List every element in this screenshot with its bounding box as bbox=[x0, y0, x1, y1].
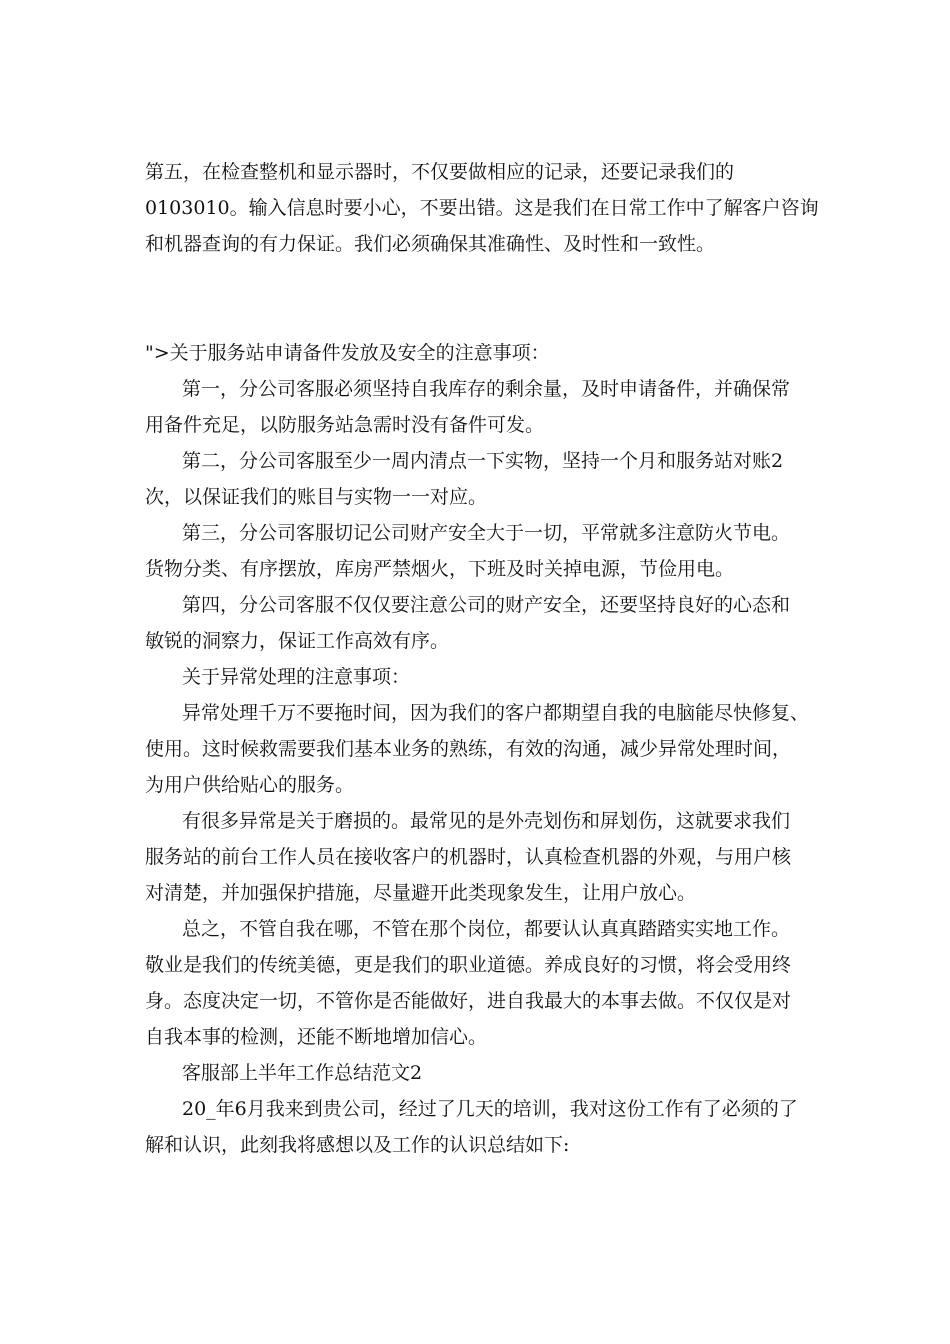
text-line: 0103010。输入信息时要小心，不要出错。这是我们在日常工作中了解客户咨询 bbox=[145, 197, 819, 219]
text-line: 第一，分公司客服必须坚持自我库存的剩余量，及时申请备件，并确保常 bbox=[182, 378, 791, 400]
text-line: 用备件充足，以防服务站急需时没有备件可发。 bbox=[145, 414, 545, 436]
text-line: 第二，分公司客服至少一周内清点一下实物，坚持一个月和服务站对账2 bbox=[182, 450, 784, 472]
text-line: 次，以保证我们的账目与实物一一对应。 bbox=[145, 486, 488, 508]
section-heading: 客服部上半年工作总结范文2 bbox=[182, 1062, 423, 1084]
section-heading: ">关于服务站申请备件发放及安全的注意事项： bbox=[145, 342, 550, 364]
text-line: 有很多异常是关于磨损的。最常见的是外壳划伤和屏划伤，这就要求我们 bbox=[182, 810, 791, 832]
text-line: 使用。这时候救需要我们基本业务的熟练，有效的沟通，减少异常处理时间， bbox=[145, 738, 792, 760]
intro-paragraph bbox=[145, 154, 825, 262]
text-line: 20_年6月我来到贵公司，经过了几天的培训，我对这份工作有了必须的了 bbox=[182, 1098, 798, 1120]
text-line: 货物分类、有序摆放，库房严禁烟火，下班及时关掉电源，节俭用电。 bbox=[145, 558, 735, 580]
text-line: 对清楚，并加强保护措施，尽量避开此类现象发生，让用户放心。 bbox=[145, 882, 697, 904]
text-line: 总之，不管自我在哪，不管在那个岗位，都要认认真真踏踏实实地工作。 bbox=[182, 918, 791, 940]
text-line: 服务站的前台工作人员在接收客户的机器时，认真检查机器的外观，与用户核 bbox=[145, 846, 792, 868]
text-line: 解和认识，此刻我将感想以及工作的认识总结如下: bbox=[145, 1134, 570, 1156]
section-heading: 关于异常处理的注意事项： bbox=[182, 666, 411, 688]
text-line: 第五，在检查整机和显示器时，不仅要做相应的记录，还要记录我们的 bbox=[145, 161, 735, 183]
text-line: 和机器查询的有力保证。我们必须确保其准确性、及时性和一致性。 bbox=[145, 233, 716, 255]
text-line: 自我本事的检测，还能不断地增加信心。 bbox=[145, 1026, 488, 1048]
text-line: 敏锐的洞察力，保证工作高效有序。 bbox=[145, 630, 450, 652]
text-line: 身。态度决定一切，不管你是否能做好，进自我最大的本事去做。不仅仅是对 bbox=[145, 990, 792, 1012]
text-line: 异常处理千万不要拖时间，因为我们的客户都期望自我的电脑能尽快修复、 bbox=[182, 702, 810, 724]
text-line: 第四，分公司客服不仅仅要注意公司的财产安全，还要坚持良好的心态和 bbox=[182, 594, 791, 616]
main-body bbox=[145, 335, 825, 1163]
text-line: 敬业是我们的传统美德，更是我们的职业道德。养成良好的习惯，将会受用终 bbox=[145, 954, 792, 976]
text-line: 第三，分公司客服切记公司财产安全大于一切，平常就多注意防火节电。 bbox=[182, 522, 791, 544]
text-line: 为用户供给贴心的服务。 bbox=[145, 774, 355, 796]
